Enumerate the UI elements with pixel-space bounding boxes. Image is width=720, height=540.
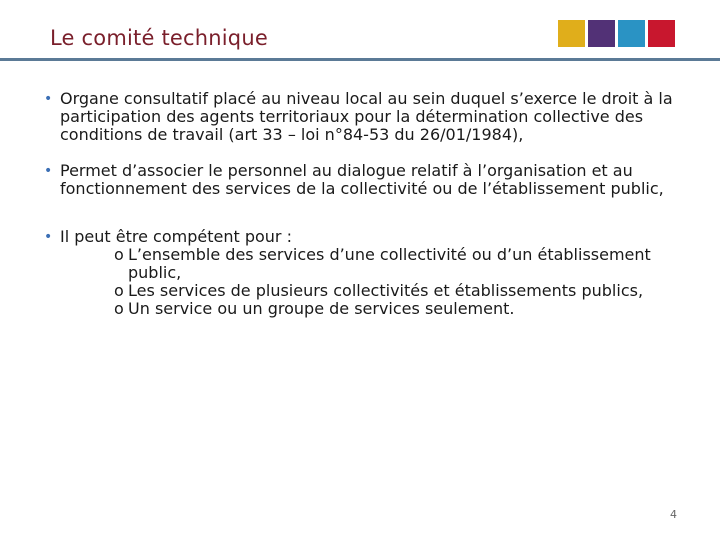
circle-bullet-icon: o — [114, 245, 124, 264]
sub-list-item — [114, 246, 684, 282]
square-blue — [618, 20, 645, 47]
circle-bullet-icon: o — [114, 281, 124, 300]
sub-list — [60, 246, 684, 318]
sub-item-text: L’ensemble des services d’une collectivité ou d’un établissement public, — [128, 245, 651, 282]
bullet-item — [44, 228, 684, 318]
sub-item-text: Un service ou un groupe de services seulement. — [128, 299, 515, 318]
sub-list-item — [114, 300, 684, 318]
slide-content — [44, 90, 684, 336]
bullet-item — [44, 162, 684, 198]
bullet-text: Permet d’associer le personnel au dialogue relatif à l’organisation et au fonctionnement des services de la collectivité ou de l’établissement public, — [60, 161, 664, 198]
page-number: 4 — [670, 508, 677, 521]
bullet-text: Il peut être compétent pour : — [60, 227, 292, 246]
bullet-item — [44, 90, 684, 144]
square-red — [648, 20, 675, 47]
square-yellow — [558, 20, 585, 47]
bullet-icon: • — [44, 163, 53, 179]
square-purple — [588, 20, 615, 47]
sub-item-text: Les services de plusieurs collectivités et établissements publics, — [128, 281, 644, 300]
circle-bullet-icon: o — [114, 299, 124, 318]
sub-list-item — [114, 282, 684, 300]
title-divider — [0, 58, 720, 61]
slide-title: Le comité technique — [50, 26, 268, 50]
bullet-text: Organe consultatif placé au niveau local au sein duquel s’exerce le droit à la participation des agents territoriaux pour la détermination collective des conditions de travail (art 33 – loi n°84-53 du 26/01/1984), — [60, 89, 673, 144]
bullet-icon: • — [44, 229, 53, 245]
color-squares — [558, 20, 675, 47]
bullet-icon: • — [44, 91, 53, 107]
